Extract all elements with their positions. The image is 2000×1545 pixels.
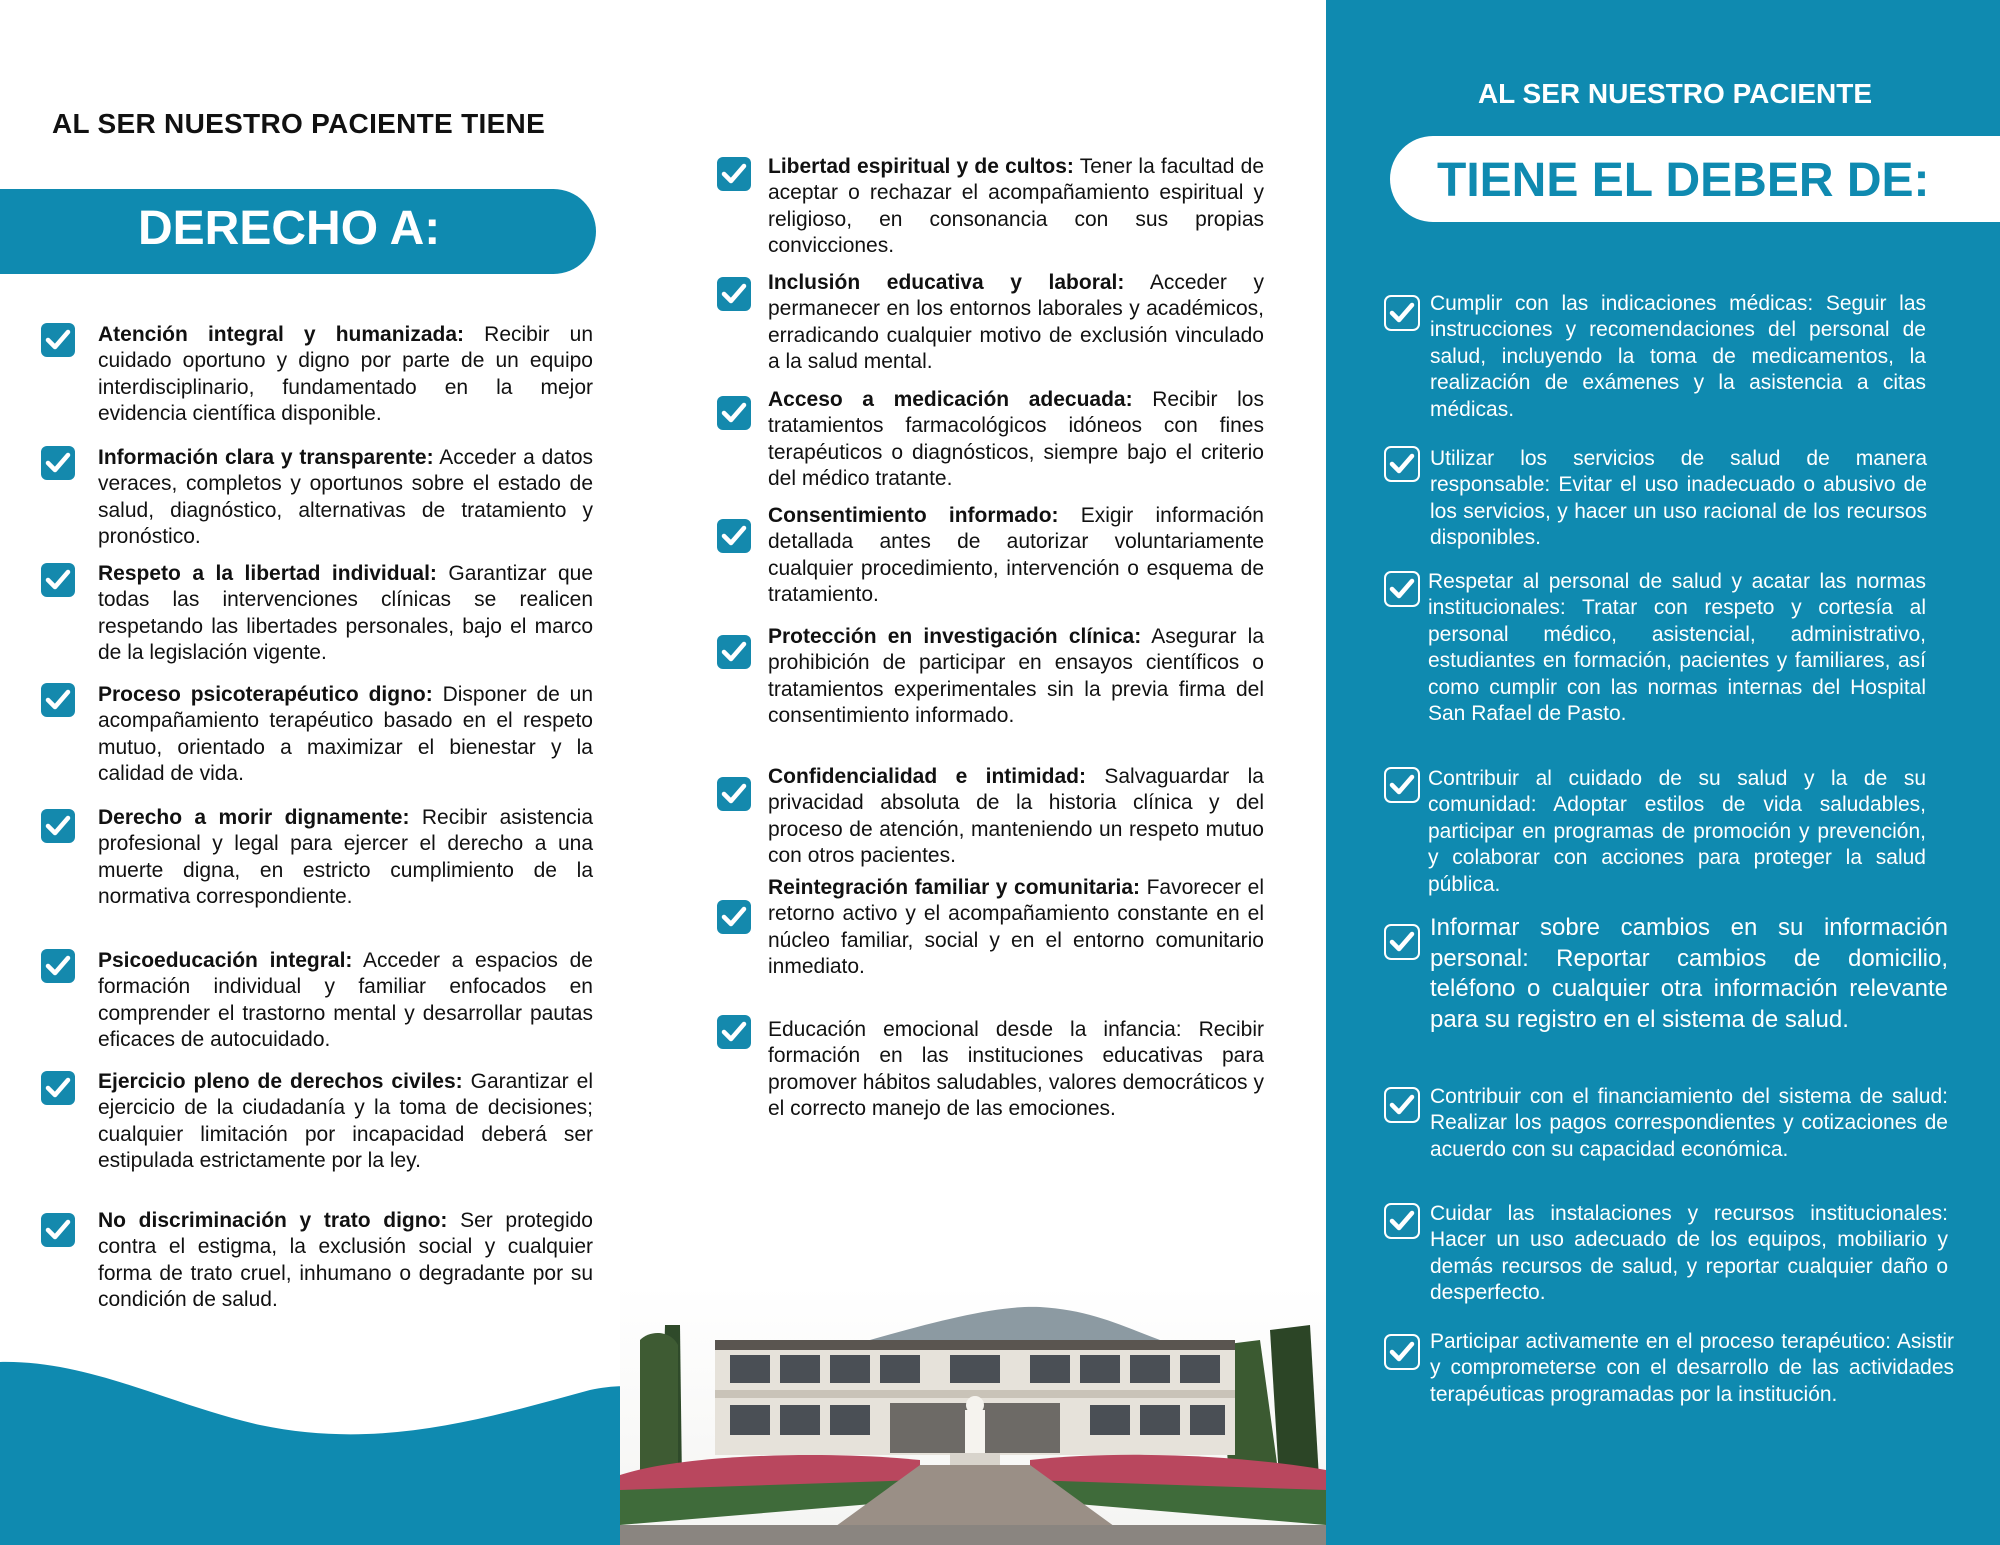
checkbox-checked-icon xyxy=(716,276,752,312)
duty-item-text: Utilizar los servicios de salud de manera responsable: Evitar el uso inadecuado o abusivo de los servicios, y hacer un uso racional de los recursos disponibles. xyxy=(1430,447,1927,550)
duty-item xyxy=(1430,1201,1948,1307)
checkbox-checked-icon xyxy=(40,1070,76,1106)
right-item xyxy=(768,1017,1264,1123)
right-item-title: Acceso a medicación adecuada: xyxy=(768,388,1133,411)
checkbox-checked-icon xyxy=(40,445,76,481)
right-item-text: Ser protegido contra el estigma, la exclusión social y cualquier forma de trato cruel, inhumano o degradante por su condición de salud. xyxy=(98,1209,593,1312)
checkbox-checked-icon xyxy=(716,634,752,670)
checkbox-checked-icon xyxy=(40,1212,76,1248)
right-item-title: Psicoeducación integral: xyxy=(98,949,353,972)
duty-item-text: Participar activamente en el proceso terapéutico: Asistir y comprometerse con el desarrollo de las actividades terapéuticas programadas por la institución. xyxy=(1430,1330,1954,1406)
duty-item-text: Cuidar las instalaciones y recursos institucionales: Hacer un uso adecuado de los equipos, mobiliario y demás recursos de salud, y reportar cualquier daño o desperfecto. xyxy=(1430,1202,1948,1305)
right-item-text: Acceder a datos veraces, completos y oportunos sobre el estado de salud, diagnóstico, alternativas de tratamiento y pronóstico. xyxy=(98,446,594,549)
duty-item xyxy=(1428,766,1926,898)
checkbox-checked-icon xyxy=(40,322,76,358)
duty-item xyxy=(1430,913,1948,1035)
right-item-title: Protección en investigación clínica: xyxy=(768,625,1142,648)
checkbox-checked-icon xyxy=(1384,924,1420,960)
right-item-title: Información clara y transparente: xyxy=(98,446,434,469)
right-item-text: Favorecer el retorno activo y el acompañamiento constante en el núcleo familiar, social y en el entorno comunitario inmediato. xyxy=(768,876,1264,979)
right-item-text: Asegurar la prohibición de participar en ensayos científicos o tratamientos experimentales sin la previa firma del consentimiento informado. xyxy=(768,625,1264,728)
right-item-text: Acceder y permanecer en los entornos laborales y académicos, erradicando cualquier motivo de exclusión vinculado a la salud mental. xyxy=(768,271,1264,374)
duties-banner-title: TIENE EL DEBER DE: xyxy=(1437,154,1930,207)
checkbox-checked-icon xyxy=(716,395,752,431)
checkbox-checked-icon xyxy=(1384,295,1420,331)
right-item xyxy=(768,154,1264,260)
right-item-title: Libertad espiritual y de cultos: xyxy=(768,155,1074,178)
right-item-text: Disponer de un acompañamiento terapéutico basado en el respeto mutuo, orientado a maximizar el bienestar y la calidad de vida. xyxy=(98,683,593,786)
right-item xyxy=(768,875,1264,981)
checkbox-checked-icon xyxy=(40,948,76,984)
duty-item xyxy=(1428,569,1926,727)
right-item-text: Tener la facultad de aceptar o rechazar el acompañamiento espiritual y religioso, en consonancia con sus propias convicciones. xyxy=(768,155,1264,258)
right-item xyxy=(768,764,1264,870)
right-item xyxy=(768,503,1264,609)
duty-item xyxy=(1430,291,1926,423)
right-item xyxy=(98,445,593,551)
duty-item-text: Cumplir con las indicaciones médicas: Seguir las instrucciones y recomendaciones del personal de salud, incluyendo la toma de medicamentos, la realización de exámenes y la asistencia a citas médicas. xyxy=(1430,292,1926,421)
right-item-text: Recibir los tratamientos farmacológicos idóneos con fines terapéuticos o diagnósticos, siempre bajo el criterio del médico tratante. xyxy=(768,388,1264,491)
checkbox-checked-icon xyxy=(716,1014,752,1050)
hospital-building-photo xyxy=(620,1285,1326,1545)
checkbox-checked-icon xyxy=(1384,1203,1420,1239)
checkbox-checked-icon xyxy=(716,776,752,812)
right-item xyxy=(98,322,593,428)
checkbox-checked-icon xyxy=(1384,1334,1420,1370)
right-item-title: Atención integral y humanizada: xyxy=(98,323,465,346)
right-item xyxy=(98,561,593,667)
right-item-text: Recibir asistencia profesional y legal para ejercer el derecho a una muerte digna, en estricto cumplimiento de la normativa correspondiente. xyxy=(98,806,593,909)
checkbox-checked-icon xyxy=(1384,571,1420,607)
duty-item-text: Contribuir con el financiamiento del sistema de salud: Realizar los pagos correspondientes y cotizaciones de acuerdo con su capacidad económica. xyxy=(1430,1085,1948,1161)
right-item-title: Confidencialidad e intimidad: xyxy=(768,765,1086,788)
right-item-title: Consentimiento informado: xyxy=(768,504,1059,527)
duty-item-text: Contribuir al cuidado de su salud y la de su comunidad: Adoptar estilos de vida saludables, participar en programas de promoción y prevención, y colaborar con acciones para proteger la salud pública. xyxy=(1428,767,1926,896)
checkbox-checked-icon xyxy=(1384,446,1420,482)
duty-item-text: Informar sobre cambios en su información personal: Reportar cambios de domicilio, teléfono o cualquier otra información relevante para su registro en el sistema de salud. xyxy=(1430,914,1948,1033)
right-item-text: Educación emocional desde la infancia: Recibir formación en las instituciones educativas para promover hábitos saludables, valores democráticos y el correcto manejo de las emociones. xyxy=(768,1018,1264,1121)
right-item xyxy=(768,270,1264,376)
right-item-title: Ejercicio pleno de derechos civiles: xyxy=(98,1070,463,1093)
right-item-text: Exigir información detallada antes de autorizar voluntariamente cualquier procedimiento, intervención o esquema de tratamiento. xyxy=(768,504,1264,607)
right-item xyxy=(98,1069,593,1175)
right-item xyxy=(98,805,593,911)
right-item-text: Garantizar el ejercicio de la ciudadanía y la toma de decisiones; cualquier limitación por incapacidad deberá ser estipulada estrictamente por la ley. xyxy=(98,1070,593,1173)
checkbox-checked-icon xyxy=(716,156,752,192)
right-item-title: Respeto a la libertad individual: xyxy=(98,562,437,585)
checkbox-checked-icon xyxy=(716,518,752,554)
rights-banner-title: DERECHO A: xyxy=(138,202,441,255)
checkbox-checked-icon xyxy=(40,562,76,598)
right-item-title: Derecho a morir dignamente: xyxy=(98,806,410,829)
duty-item-text: Respetar al personal de salud y acatar las normas institucionales: Tratar con respeto y cortesía al personal médico, asistencial, administrativo, estudiantes en formación, pacientes y familiares, así como cumplir con las normas internas del Hospital San Rafael de Pasto. xyxy=(1428,570,1926,726)
right-item-text: Garantizar que todas las intervenciones clínicas se realicen respetando las libertades personales, bajo el marco de la legislación vigente. xyxy=(98,562,594,665)
right-item xyxy=(768,387,1264,493)
duty-item xyxy=(1430,446,1927,552)
checkbox-checked-icon xyxy=(716,899,752,935)
right-item xyxy=(768,624,1264,730)
right-item-text: Salvaguardar la privacidad absoluta de la historia clínica y del proceso de atención, manteniendo un respeto mutuo con otros pacientes. xyxy=(768,765,1264,868)
checkbox-checked-icon xyxy=(40,808,76,844)
duties-heading: AL SER NUESTRO PACIENTE xyxy=(1477,78,1873,109)
checkbox-checked-icon xyxy=(40,682,76,718)
right-item-text: Acceder a espacios de formación individual y familiar enfocados en comprender el trastorno mental y desarrollar pautas eficaces de autocuidado. xyxy=(98,949,593,1052)
checkbox-checked-icon xyxy=(1384,767,1420,803)
right-item-title: Proceso psicoterapéutico digno: xyxy=(98,683,433,706)
right-item-title: No discriminación y trato digno: xyxy=(98,1209,448,1232)
right-item-title: Inclusión educativa y laboral: xyxy=(768,271,1125,294)
right-item xyxy=(98,1208,593,1314)
duty-item xyxy=(1430,1329,1954,1408)
checkbox-checked-icon xyxy=(1384,1087,1420,1123)
right-item-text: Recibir un cuidado oportuno y digno por parte de un equipo interdisciplinario, fundamentado en la mejor evidencia científica disponible. xyxy=(98,323,593,426)
rights-heading: AL SER NUESTRO PACIENTE TIENE xyxy=(52,108,546,139)
right-item xyxy=(98,948,593,1054)
right-item xyxy=(98,682,593,788)
right-item-title: Reintegración familiar y comunitaria: xyxy=(768,876,1141,899)
duty-item xyxy=(1430,1084,1948,1163)
